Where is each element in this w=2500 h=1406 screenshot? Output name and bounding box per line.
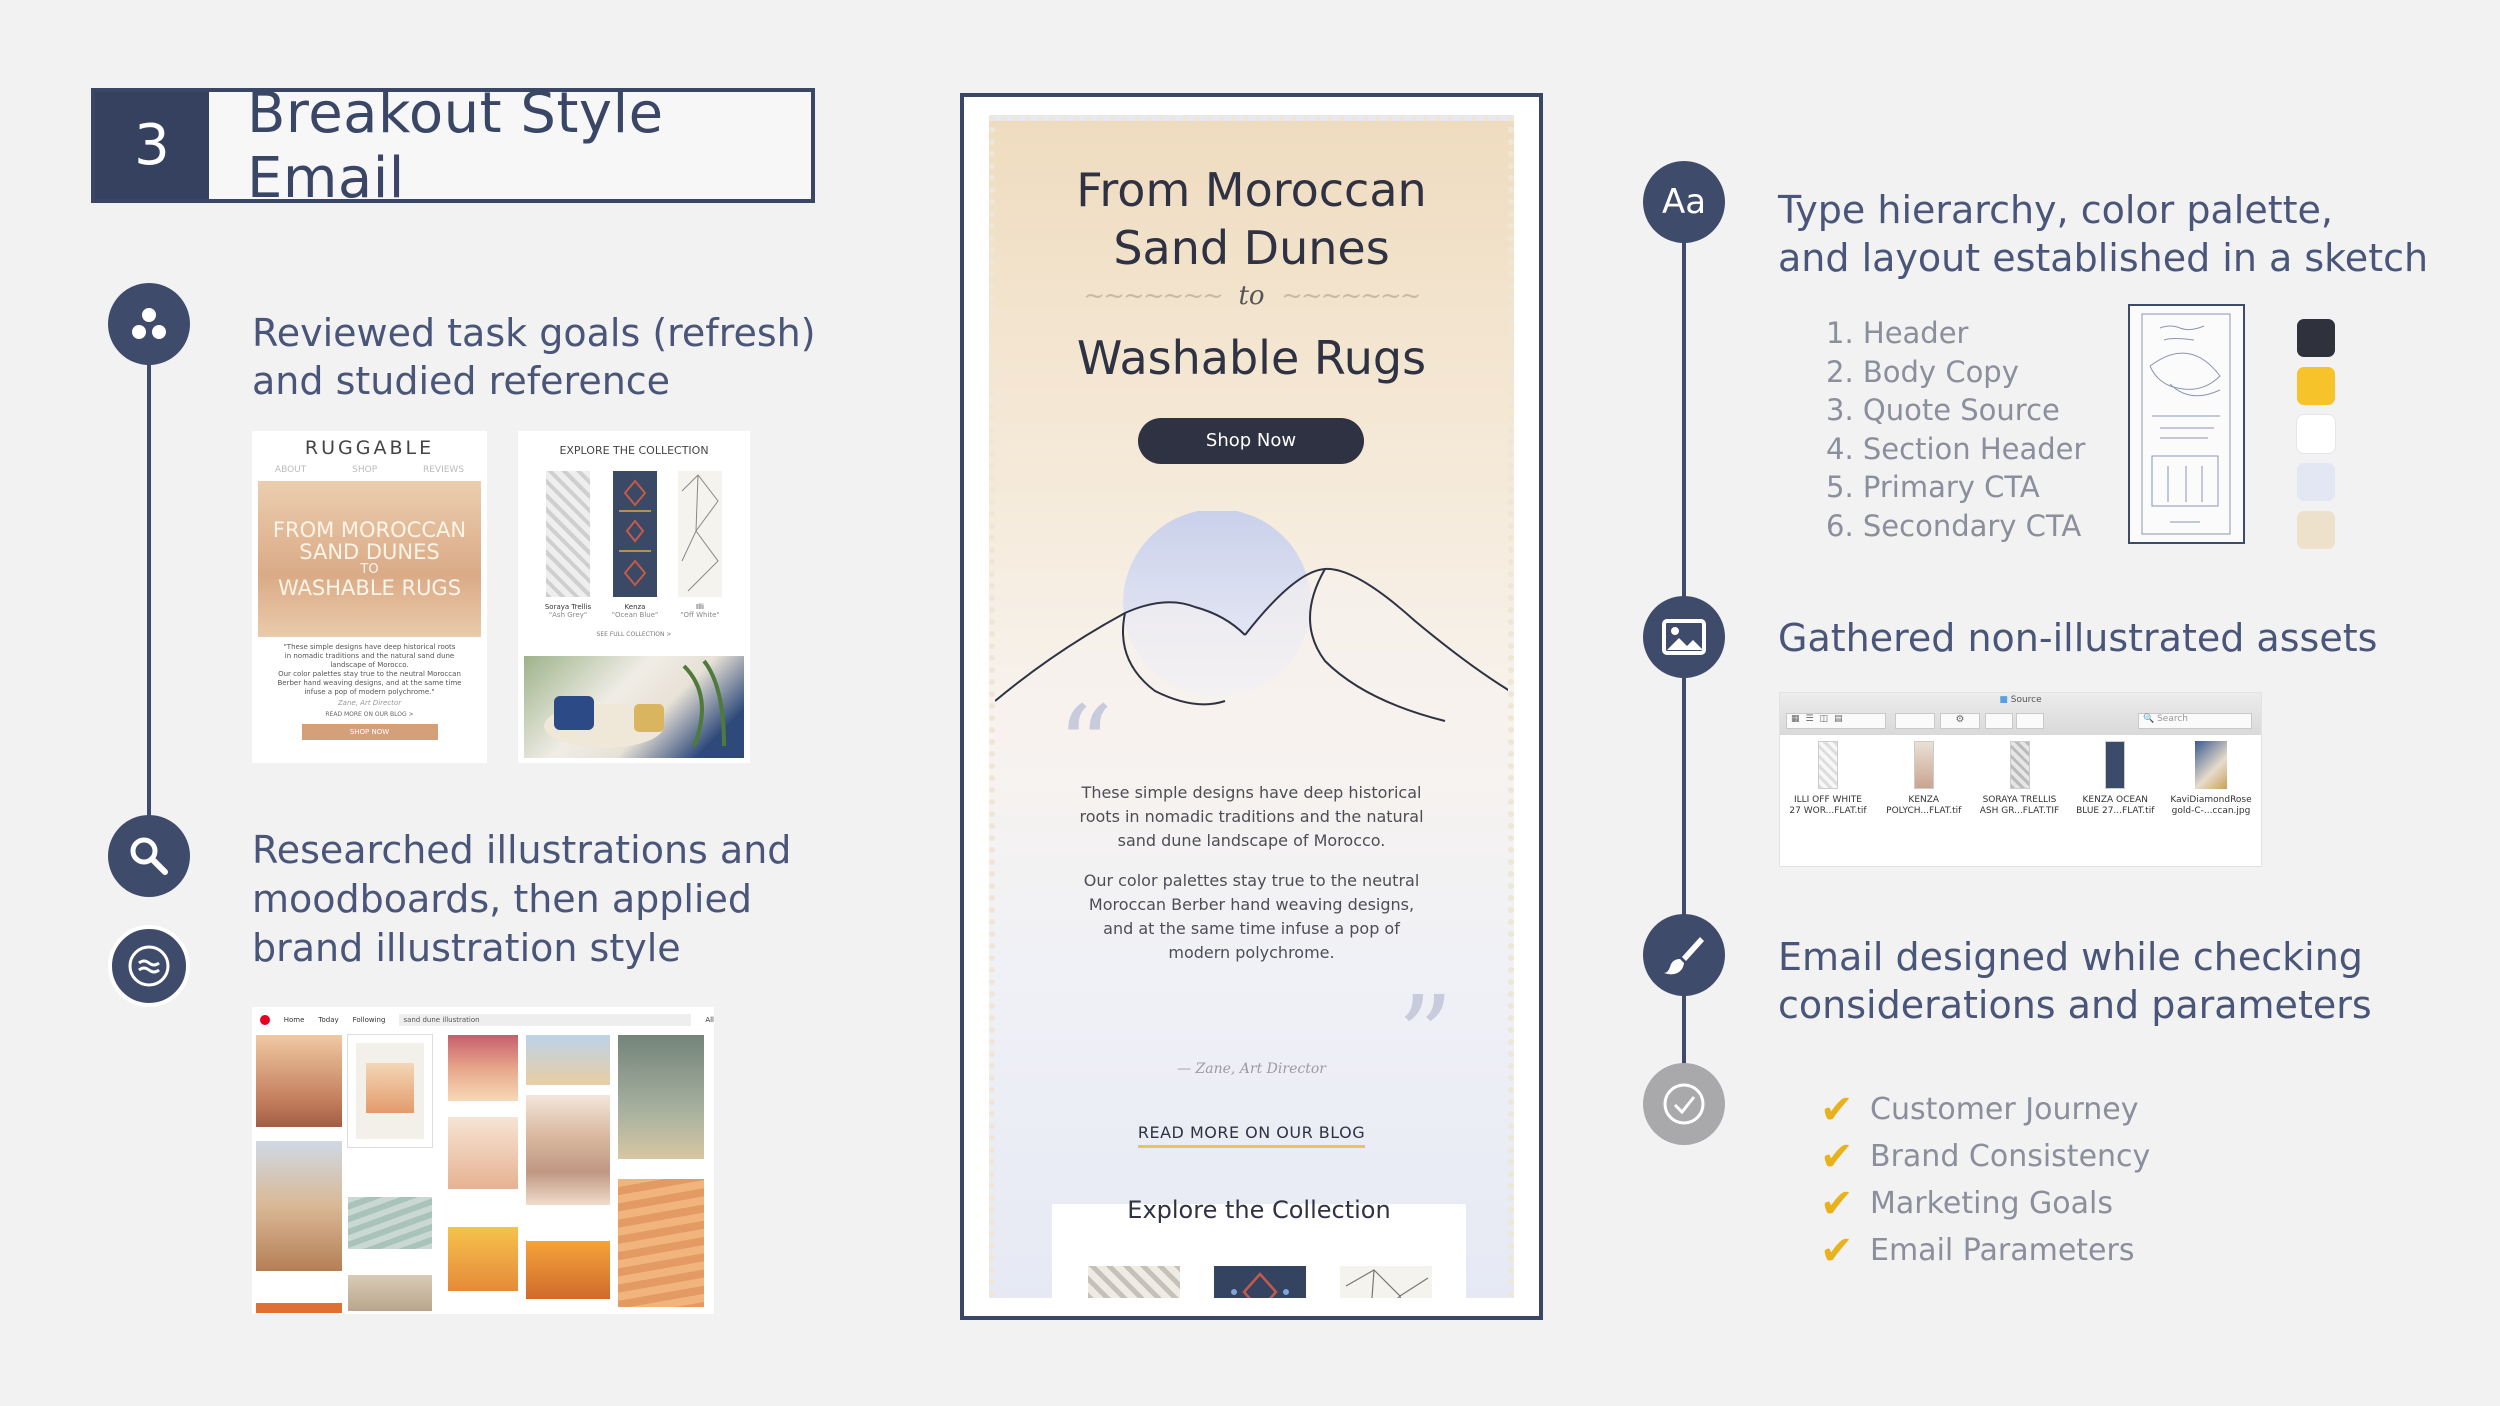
checklist-item <box>1820 1133 2150 1180</box>
rug-swatch-soraya[interactable] <box>1088 1266 1180 1298</box>
moodboard-tile <box>526 1241 610 1299</box>
file-thumbnail <box>2195 741 2227 789</box>
palette-swatch <box>2297 415 2335 453</box>
moodboard-tile <box>256 1141 342 1271</box>
quote-line: Our color palettes stay true to the neutral <box>1083 871 1420 890</box>
file-item[interactable] <box>1786 741 1870 817</box>
file-name: ASH GR...FLAT.TIF <box>1979 806 2060 816</box>
quote-attribution: Zane, Art Director <box>337 699 402 707</box>
moodboard-tile <box>348 1035 432 1147</box>
item-sub: "Ash Grey" <box>548 611 588 619</box>
quote-line: Moroccan Berber hand weaving designs, <box>1088 895 1415 914</box>
rug-swatch-illi[interactable] <box>1340 1266 1432 1298</box>
email-mockup <box>960 93 1543 1320</box>
file-thumbnail <box>1914 741 1934 789</box>
file-name: KaviDiamondRose <box>2170 795 2252 805</box>
open-quote-mark: “ <box>1057 682 1114 810</box>
step-number: 3 <box>95 92 209 199</box>
hierarchy-item: 5. Primary CTA <box>1826 470 2040 504</box>
rug-swatch-kenza[interactable] <box>1214 1266 1306 1298</box>
file-name: ILLI OFF WHITE <box>1793 795 1862 805</box>
file-thumbnail <box>2010 741 2030 789</box>
living-room-photo <box>524 656 744 758</box>
file-item[interactable] <box>1978 741 2062 817</box>
moodboard-tile <box>256 1303 342 1313</box>
close-quote-mark: ” <box>1397 972 1454 1100</box>
checklist-label: Customer Journey <box>1870 1092 2139 1127</box>
shop-now-button[interactable]: Shop Now <box>1138 418 1364 464</box>
ruggable-reference-thumbnail <box>252 431 487 763</box>
quote-line: and at the same time infuse a pop of <box>1103 919 1400 938</box>
moodboard-tile <box>256 1035 342 1127</box>
item-name: Illi <box>696 603 704 611</box>
quote-line: roots in nomadic traditions and the natural <box>1079 807 1424 826</box>
checklist-label: Brand Consistency <box>1870 1139 2151 1174</box>
hero-line: WASHABLE RUGS <box>277 576 462 600</box>
rug-swatch-soraya <box>546 471 590 597</box>
arrange-button[interactable] <box>1895 713 1935 729</box>
step-text-line: and studied reference <box>252 359 671 403</box>
file-name: POLYCH...FLAT.tif <box>1886 806 1962 816</box>
wave-badge-icon <box>108 925 190 1007</box>
moodboard-tile <box>618 1035 704 1159</box>
check-circle-icon <box>1643 1063 1725 1145</box>
typography-icon <box>1643 161 1725 243</box>
file-name: KENZA <box>1908 795 1940 805</box>
checkmark-icon: ✔ <box>1820 1086 1854 1133</box>
headline-line: Sand Dunes <box>1113 221 1390 275</box>
step-text-line: Reviewed task goals (refresh) <box>252 311 816 355</box>
step-text-line: Email designed while checking <box>1778 935 2363 979</box>
quote-line: modern polychrome. <box>1168 943 1335 962</box>
moodboard-tile <box>526 1035 610 1085</box>
collection-reference-thumbnail <box>518 431 750 763</box>
file-item[interactable] <box>2169 741 2253 817</box>
step-text-line: Type hierarchy, color palette, <box>1778 188 2333 232</box>
step-email-designed <box>1778 933 2372 1029</box>
quote-attribution: — Zane, Art Director <box>1177 1061 1326 1077</box>
collection-item <box>605 603 665 619</box>
quote-line: "These simple designs have deep historical roots <box>283 643 456 651</box>
ruggable-brand: RUGGABLE <box>304 437 435 459</box>
connector-word: to <box>1238 281 1265 311</box>
hierarchy-item: 4. Section Header <box>1826 431 2086 466</box>
moodboard-tile <box>448 1227 518 1291</box>
finder-title-text: Source <box>2010 695 2042 705</box>
ruggable-nav <box>252 465 487 475</box>
hierarchy-item: 6. Secondary CTA <box>1826 508 2082 543</box>
file-name: gold-C-...ccan.jpg <box>2171 806 2251 816</box>
hierarchy-item: 2. Body Copy <box>1826 354 2019 389</box>
checkmark-icon: ✔ <box>1820 1180 1854 1227</box>
step-researched-illustrations <box>252 826 791 973</box>
section-title: Explore the Collection <box>1127 1196 1391 1224</box>
slide-header <box>91 80 815 211</box>
moodboard-tile <box>348 1197 432 1249</box>
item-sub: "Off White" <box>680 611 720 619</box>
action-gear-icon[interactable]: ⚙ <box>1940 713 1980 729</box>
see-collection-link: SEE FULL COLLECTION > <box>596 631 672 638</box>
quote-line: These simple designs have deep historical <box>1081 783 1422 802</box>
collection-section <box>1052 1196 1466 1298</box>
moodboard-tile <box>448 1035 518 1101</box>
finder-window <box>1780 693 2261 866</box>
email-headline <box>995 161 1508 277</box>
layout-sketch <box>2128 304 2245 544</box>
file-name: KENZA OCEAN <box>2082 795 2148 805</box>
file-name: BLUE 27...FLAT.tif <box>2076 806 2155 816</box>
item-name: Kenza <box>624 603 646 611</box>
finder-search-input[interactable]: 🔍 Search <box>2138 713 2252 729</box>
nav-item: SHOP <box>352 465 378 475</box>
checklist-item <box>1820 1086 2150 1133</box>
quote-line: infuse a pop of modern polychrome." <box>304 688 435 696</box>
collection-title: EXPLORE THE COLLECTION <box>559 444 709 457</box>
email-quote <box>995 781 1508 965</box>
item-name: Soraya Trellis <box>544 603 592 611</box>
nav-item: Home <box>283 1016 305 1024</box>
collection-item <box>538 603 598 619</box>
pinterest-logo-icon <box>260 1015 270 1025</box>
finder-file-grid <box>1780 735 2261 817</box>
nav-item: Today <box>318 1016 339 1024</box>
moodboard-tile <box>448 1117 518 1189</box>
palette-swatch <box>2297 511 2335 549</box>
image-icon <box>1643 596 1725 678</box>
palette-swatch <box>2297 367 2335 405</box>
read-more-link: READ MORE ON OUR BLOG > <box>325 711 414 718</box>
step-gathered-assets: Gathered non-illustrated assets <box>1778 616 2378 660</box>
read-more-link[interactable]: READ MORE ON OUR BLOG <box>1138 1123 1365 1148</box>
type-hierarchy-list <box>1826 314 2085 545</box>
file-thumbnail <box>1818 741 1838 789</box>
step-text-line: and layout established in a sketch <box>1778 236 2429 280</box>
hero-line: TO <box>360 562 379 577</box>
checkmark-icon: ✔ <box>1820 1133 1854 1180</box>
moodboard-tile <box>348 1275 432 1311</box>
file-thumbnail <box>2105 741 2125 789</box>
checklist-item <box>1820 1227 2150 1274</box>
checklist-label: Email Parameters <box>1870 1233 2135 1268</box>
file-item[interactable] <box>2073 741 2157 817</box>
checklist-item <box>1820 1180 2150 1227</box>
brush-icon <box>1643 914 1725 996</box>
step-text-line: brand illustration style <box>252 926 681 970</box>
quote-line: Our color palettes stay true to the neutral Moroccan <box>278 670 461 678</box>
nav-item: ABOUT <box>274 465 307 475</box>
quote-line: sand dune landscape of Morocco. <box>1117 831 1386 850</box>
cluster-dots-icon <box>108 283 190 365</box>
rug-swatch-illi <box>678 471 722 597</box>
moodboard-search-input: sand dune illustration <box>399 1014 691 1026</box>
quote-line: Berber hand weaving designs, and at the same time <box>277 679 462 687</box>
nav-item: REVIEWS <box>422 465 465 475</box>
finder-title: ■ Source <box>1999 695 2042 705</box>
hero-line: SAND DUNES <box>299 540 440 564</box>
step-text-line: moodboards, then applied <box>252 877 752 921</box>
headline-connector: ~~~~~~~ to ~~~~~~~ <box>1083 281 1420 311</box>
email-headline-line3: Washable Rugs <box>1076 331 1427 385</box>
tag-button[interactable] <box>2016 713 2044 729</box>
share-button[interactable] <box>1985 713 2013 729</box>
file-name: SORAYA TRELLIS <box>1982 795 2057 805</box>
checklist-label: Marketing Goals <box>1870 1186 2114 1221</box>
palette-swatch <box>2297 463 2335 501</box>
palette-swatch <box>2297 319 2335 357</box>
step-type-hierarchy <box>1778 186 2428 282</box>
file-name: 27 WOR...FLAT.tif <box>1789 806 1867 816</box>
nav-item: Following <box>352 1016 386 1024</box>
moodboard-topbar <box>252 1007 714 1033</box>
color-palette <box>2297 319 2335 549</box>
search-icon <box>108 815 190 897</box>
step-reviewed-goals <box>252 309 816 405</box>
checkmark-icon: ✔ <box>1820 1227 1854 1274</box>
step-text-line: considerations and parameters <box>1778 983 2372 1027</box>
view-mode-buttons[interactable]: ▦☰◫▤ <box>1786 713 1886 729</box>
quote-line: in nomadic traditions and the natural sand dune <box>284 652 455 660</box>
rug-swatch-kenza <box>613 471 657 597</box>
considerations-checklist <box>1820 1086 2150 1274</box>
read-more-wrapper <box>995 1123 1508 1142</box>
step-text-line: Researched illustrations and <box>252 828 792 872</box>
search-placeholder: Search <box>2157 714 2188 724</box>
filter-all: All <box>705 1016 714 1024</box>
file-item[interactable] <box>1882 741 1966 817</box>
headline-line: From Moroccan <box>1076 163 1427 217</box>
hierarchy-item: 3. Quote Source <box>1826 393 2060 427</box>
timeline-connector <box>147 322 151 862</box>
moodboard-thumbnail <box>252 1007 714 1314</box>
shop-now-button: SHOP NOW <box>302 724 438 740</box>
ruggable-quote <box>252 643 487 719</box>
quote-line: landscape of Morocco. <box>330 661 409 669</box>
collection-item <box>670 603 730 619</box>
icon-text: Aa <box>1661 182 1707 222</box>
finder-toolbar <box>1780 693 2261 735</box>
moodboard-tile <box>618 1179 704 1307</box>
hero-line: FROM MOROCCAN <box>272 518 467 542</box>
email-body <box>989 115 1514 1298</box>
slide-title: Breakout Style Email <box>247 80 664 211</box>
moodboard-tile <box>526 1095 610 1205</box>
item-sub: "Ocean Blue" <box>611 611 659 619</box>
hierarchy-item: 1. Header <box>1826 316 1969 350</box>
ruggable-hero <box>258 481 481 637</box>
